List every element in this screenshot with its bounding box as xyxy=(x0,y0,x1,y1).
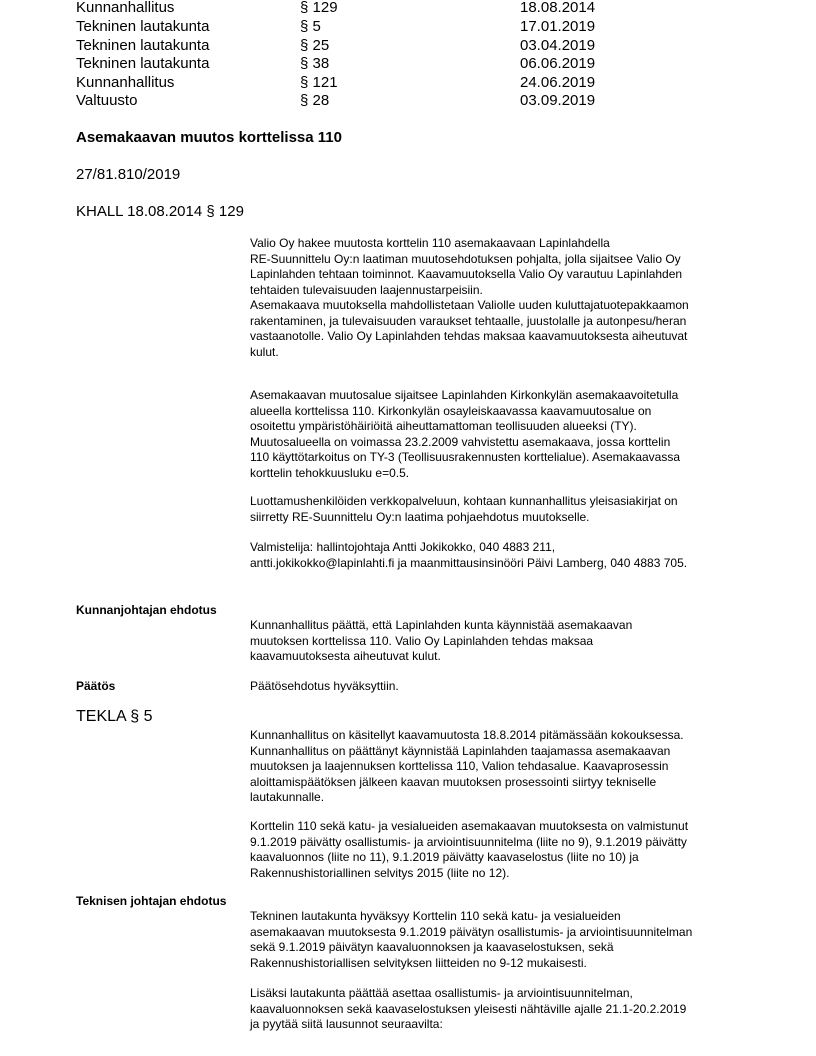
history-section: § 5 xyxy=(300,18,321,35)
text-line: Valio Oy hakee muutosta korttelin 110 asemakaavaan Lapinlahdella xyxy=(250,236,610,250)
text-line: Kunnanhallitus on käsitellyt kaavamuutosta 18.8.2014 pitämässään kokouksessa. xyxy=(250,728,684,742)
text-line: osoitettu ympäristöhäiriöitä aiheuttamattoman teollisuuden alueeksi (TY). xyxy=(250,419,637,433)
history-section: § 28 xyxy=(300,92,330,109)
text-line: alueella korttelissa 110. Kirkonkylän osayleiskaavassa kaavamuutosalue on xyxy=(250,403,652,418)
text-line: sekä 9.1.2019 päivätyn kaavaluonnoksen ja kaavaselostuksen, sekä xyxy=(250,940,614,954)
history-section: § 38 xyxy=(300,55,330,72)
history-body: Tekninen lautakunta xyxy=(76,18,210,35)
history-section: § 121 xyxy=(300,74,338,91)
text-line: vastaanotolle. Valio Oy Lapinlahden tehdas maksaa kaavamuutoksesta aiheutuvat xyxy=(250,329,688,343)
text-line: korttelin tehokkuusluku e=0.5. xyxy=(250,465,410,480)
history-row xyxy=(76,17,636,36)
text-line: Rakennushistoriallinen selvitys 2015 (liite no 12). xyxy=(250,865,510,880)
paragraph xyxy=(250,819,750,881)
paragraph xyxy=(250,728,750,806)
text-line: RE-Suunnittelu Oy:n laatiman muutosehdotuksen pohjalta, jolla sijaitsee Valio Oy xyxy=(250,251,681,266)
paragraph xyxy=(250,679,750,695)
text-line: Lapinlahden tehtaan toiminnot. Kaavamuutoksella Valio Oy varautuu Lapinlahden xyxy=(250,267,683,281)
khall-heading: KHALL 18.08.2014 § 129 xyxy=(76,203,244,220)
text-line: ja pyytää siitä lausunnot seuraavilta: xyxy=(250,1017,443,1031)
history-date: 17.01.2019 xyxy=(520,18,596,35)
paragraph xyxy=(250,909,750,971)
text-line: Päätösehdotus hyväksyttiin. xyxy=(250,679,399,693)
paragraph xyxy=(250,494,750,525)
text-line: Korttelin 110 sekä katu- ja vesialueiden asemakaavan muutoksesta on valmistunut xyxy=(250,819,689,833)
history-date: 03.04.2019 xyxy=(520,37,596,54)
text-line: 9.1.2019 päivätty osallistumis- ja arviointisuunnitelma (liite no 9), 9.1.2019 päivätty xyxy=(250,834,687,849)
paragraph xyxy=(250,986,750,1033)
history-row xyxy=(76,91,636,110)
paragraph xyxy=(250,540,750,571)
text-line: antti.jokikokko@lapinlahti.fi ja maanmittausinsinööri Päivi Lamberg, 040 4883 705. xyxy=(250,555,688,570)
text-line: muutoksen korttelissa 110. Valio Oy Lapinlahden tehdas maksaa xyxy=(250,633,594,648)
case-number: 27/81.810/2019 xyxy=(76,166,181,183)
history-row xyxy=(76,36,636,55)
history-date: 06.06.2019 xyxy=(520,55,596,72)
history-body: Tekninen lautakunta xyxy=(76,55,210,72)
history-row xyxy=(76,54,636,73)
side-label-tekninen: Teknisen johtajan ehdotus xyxy=(76,894,227,908)
tekla-heading: TEKLA § 5 xyxy=(76,708,153,725)
paragraph xyxy=(250,298,750,360)
text-line: Muutosalueella on voimassa 23.2.2009 vahvistettu asemakaava, jossa korttelin xyxy=(250,434,671,449)
text-line: siirretty RE-Suunnittelu Oy:n laatima pohjaehdotus muutokselle. xyxy=(250,509,590,524)
text-line: Asemakaavan muutosalue sijaitsee Lapinlahden Kirkonkylän asemakaavoitetulla xyxy=(250,388,679,402)
text-line: Tekninen lautakunta hyväksyy Korttelin 110 sekä katu- ja vesialueiden xyxy=(250,909,621,923)
text-line: Asemakaava muutoksella mahdollistetaan Valiolle uuden kuluttajatuotepakkaamon xyxy=(250,298,689,312)
text-line: asemakaavan muutoksesta 9.1.2019 päivätyn osallistumis- ja arviointisuunnitelman xyxy=(250,924,693,939)
text-line: kaavamuutoksesta aiheutuvat kulut. xyxy=(250,649,441,663)
history-body: Valtuusto xyxy=(76,92,138,109)
text-line: Kunnanhallitus on päättänyt käynnistää Lapinlahden taajamassa asemakaavan xyxy=(250,743,671,758)
text-line: Lisäksi lautakunta päättää asettaa osallistumis- ja arviointisuunnitelman, xyxy=(250,986,633,1000)
document-title: Asemakaavan muutos korttelissa 110 xyxy=(76,129,342,146)
text-line: Rakennushistoriallisen selvityksen liitteiden no 9-12 mukaisesti. xyxy=(250,955,587,970)
history-date: 18.08.2014 xyxy=(520,0,596,16)
text-line: kaavaluonnoksen sekä kaavaselostuksen yleisesti nähtäville ajalle 21.1-20.2.2019 xyxy=(250,1001,687,1016)
text-line: lautakunnalle. xyxy=(250,790,325,804)
history-row xyxy=(76,0,636,17)
history-section: § 129 xyxy=(300,0,338,16)
history-section: § 25 xyxy=(300,37,330,54)
text-line: Kunnanhallitus päättä, että Lapinlahden kunta käynnistää asemakaavan xyxy=(250,618,633,632)
paragraph xyxy=(250,236,750,298)
paragraph xyxy=(250,618,750,665)
history-body: Kunnanhallitus xyxy=(76,74,175,91)
side-label-kunnanjohtaja: Kunnanjohtajan ehdotus xyxy=(76,603,217,617)
text-line: rakentaminen, ja tulevaisuuden varaukset tehtaalle, juustolalle ja autonpesu/heran xyxy=(250,313,687,328)
text-line: kaavaluonnos (liite no 11), 9.1.2019 päivätty kaavaselostus (liite no 10) ja xyxy=(250,850,639,864)
history-date: 03.09.2019 xyxy=(520,92,596,109)
history-row xyxy=(76,73,636,92)
text-line: aloittamispäätöksen jälkeen kaavan muutoksen prosessointi siirtyy tekniselle xyxy=(250,774,657,789)
text-line: muutoksen ja laajennuksen korttelissa 110, Valion tehdasalue. Kaavaprosessin xyxy=(250,759,669,773)
side-label-paatos: Päätös xyxy=(76,679,116,693)
text-line: tehtaiden tulevaisuuden laajennustarpeisiin. xyxy=(250,282,483,297)
history-date: 24.06.2019 xyxy=(520,74,596,91)
text-line: Valmistelija: hallintojohtaja Antti Jokikokko, 040 4883 211, xyxy=(250,540,556,554)
text-line: 110 käyttötarkoitus on TY-3 (Teollisuusrakennusten korttelialue). Asemakaavassa xyxy=(250,450,681,464)
history-body: Kunnanhallitus xyxy=(76,0,175,16)
text-line: kulut. xyxy=(250,344,279,359)
paragraph xyxy=(250,388,750,481)
text-line: Luottamushenkilöiden verkkopalveluun, kohtaan kunnanhallitus yleisasiakirjat on xyxy=(250,494,678,508)
history-body: Tekninen lautakunta xyxy=(76,37,210,54)
